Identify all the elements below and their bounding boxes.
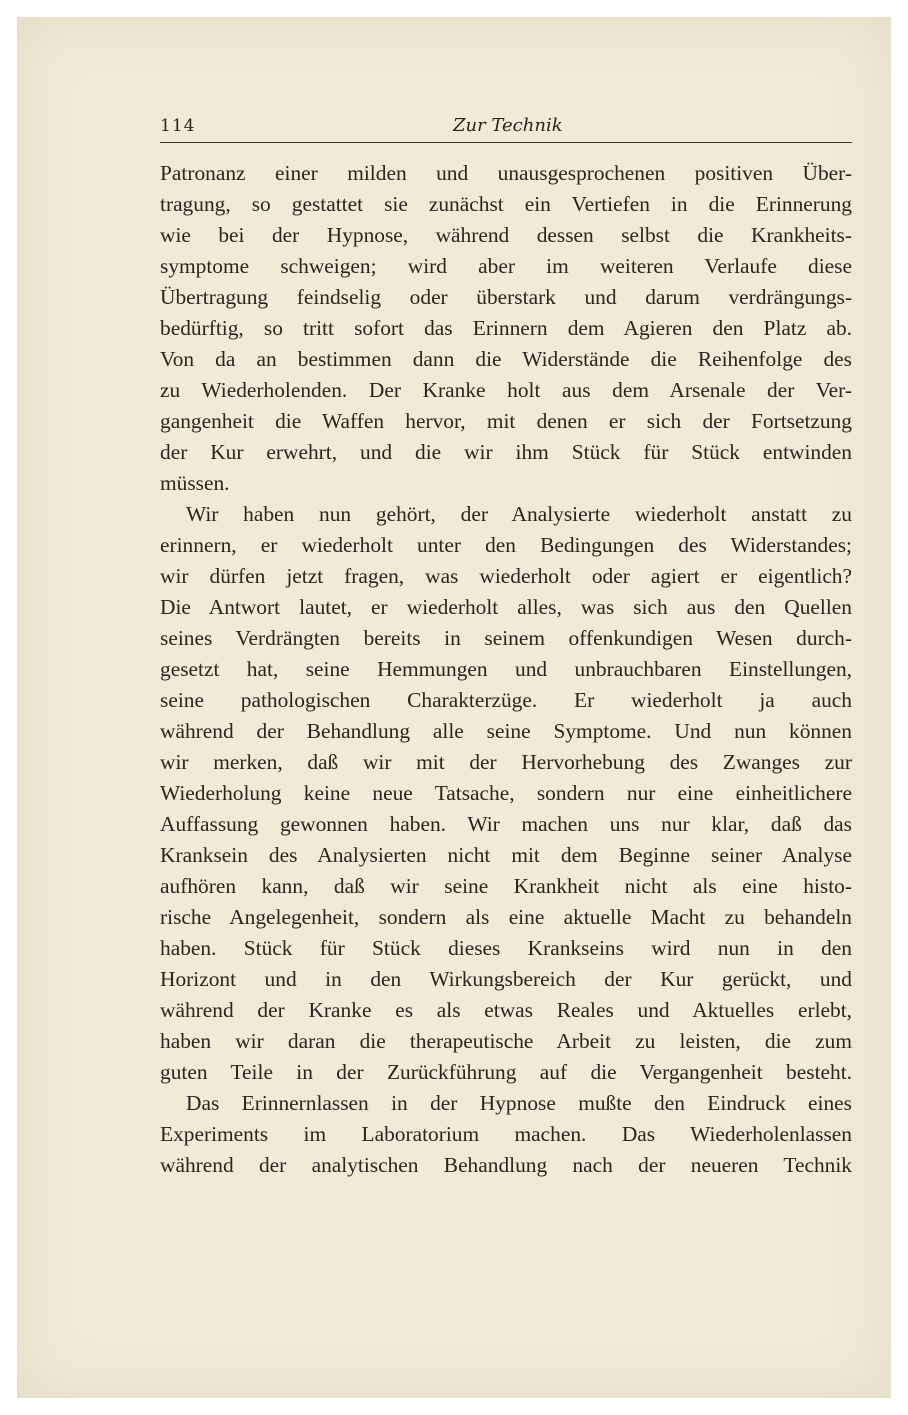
text-line: wir dürfen jetzt fragen, was wiederholt oder agiert er eigentlich?: [160, 564, 852, 588]
text-line: müssen.: [160, 471, 230, 495]
paragraph-3: [160, 1088, 852, 1181]
text-line: haben wir daran die therapeutische Arbeit zu leisten, die zum: [160, 1029, 852, 1053]
text-line: haben. Stück für Stück dieses Krankseins wird nun in den: [160, 936, 852, 960]
text-line: wir merken, daß wir mit der Hervorhebung des Zwanges zur: [160, 750, 852, 774]
text-line: gangenheit die Waffen hervor, mit denen er sich der Fortsetzung: [160, 409, 852, 433]
text-line: aufhören kann, daß wir seine Krankheit nicht als eine histo-: [160, 874, 852, 898]
text-line: Wiederholung keine neue Tatsache, sondern nur eine einheitlichere: [160, 781, 852, 805]
text-line: Auffassung gewonnen haben. Wir machen uns nur klar, daß das: [160, 812, 852, 836]
paragraph-1: [160, 158, 852, 499]
text-line: Experiments im Laboratorium machen. Das Wiederholenlassen: [160, 1122, 852, 1146]
page-header: [160, 116, 852, 143]
running-head: Zur Technik: [453, 115, 563, 136]
text-line: Horizont und in den Wirkungsbereich der Kur gerückt, und: [160, 967, 852, 991]
text-line: Kranksein des Analysierten nicht mit dem Beginne seiner Analyse: [160, 843, 852, 867]
text-line: gesetzt hat, seine Hemmungen und unbrauchbaren Einstellungen,: [160, 657, 852, 681]
text-line: rische Angelegenheit, sondern als eine aktuelle Macht zu behandeln: [160, 905, 852, 929]
text-line: Das Erinnernlassen in der Hypnose mußte den Eindruck eines: [186, 1091, 852, 1115]
text-line: Von da an bestimmen dann die Widerstände die Reihenfolge des: [160, 347, 852, 371]
text-line: während der Behandlung alle seine Symptome. Und nun können: [160, 719, 852, 743]
text-line: Die Antwort lautet, er wiederholt alles, was sich aus den Quellen: [160, 595, 852, 619]
text-line: während der Kranke es als etwas Reales und Aktuelles erlebt,: [160, 998, 852, 1022]
page-number: 114: [160, 116, 196, 136]
paragraph-2: [160, 499, 852, 1088]
text-line: guten Teile in der Zurückführung auf die Vergangenheit besteht.: [160, 1060, 852, 1084]
text-line: wie bei der Hypnose, während dessen selbst die Krankheits-: [160, 223, 852, 247]
text-line: seines Verdrängten bereits in seinem offenkundigen Wesen durch-: [160, 626, 852, 650]
text-line: Patronanz einer milden und unausgesprochenen positiven Über-: [160, 161, 852, 185]
text-line: symptome schweigen; wird aber im weiteren Verlaufe diese: [160, 254, 852, 278]
text-line: seine pathologischen Charakterzüge. Er wiederholt ja auch: [160, 688, 852, 712]
text-line: erinnern, er wiederholt unter den Bedingungen des Widerstandes;: [160, 533, 852, 557]
text-line: bedürftig, so tritt sofort das Erinnern dem Agieren den Platz ab.: [160, 316, 852, 340]
text-line: der Kur erwehrt, und die wir ihm Stück für Stück entwinden: [160, 440, 852, 464]
text-line: tragung, so gestattet sie zunächst ein Vertiefen in die Erinnerung: [160, 192, 852, 216]
text-line: zu Wiederholenden. Der Kranke holt aus dem Arsenale der Ver-: [160, 378, 852, 402]
text-line: Übertragung feindselig oder überstark und darum verdrängungs-: [160, 285, 852, 309]
body-text: [160, 158, 852, 1181]
text-line: Wir haben nun gehört, der Analysierte wiederholt anstatt zu: [186, 502, 852, 526]
text-line: während der analytischen Behandlung nach der neueren Technik: [160, 1153, 852, 1177]
